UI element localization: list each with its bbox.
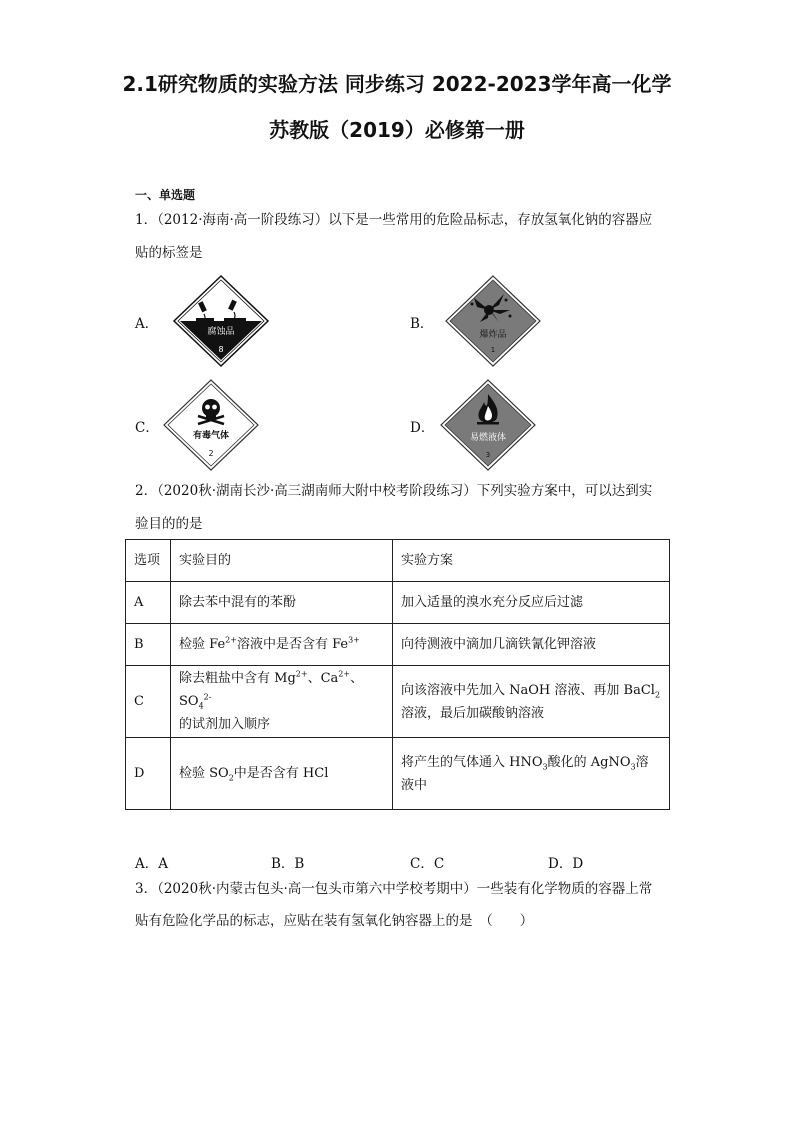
table-row: [126, 582, 670, 624]
sign-text: 腐蚀品: [207, 327, 235, 337]
page-title-line1: 2.1研究物质的实验方法 同步练习 2022-2023学年高一化学: [122, 72, 672, 96]
table-row: [126, 738, 670, 810]
table-row: [126, 666, 670, 738]
table-header-row: [126, 540, 670, 582]
sign-number: 8: [218, 345, 224, 354]
table-cell-option: A: [126, 582, 171, 624]
answer-option-c[interactable]: C．C: [410, 856, 445, 872]
option-a-corrosive-sign[interactable]: [172, 274, 270, 368]
table-cell-purpose: 检验 $SO_2$中是否含有 HCl: [171, 738, 393, 810]
sign-text: 有毒气体: [192, 431, 230, 441]
table-header-plan: 实验方案: [393, 540, 670, 582]
sign-number: 2: [208, 449, 214, 458]
option-c-toxic-gas-sign[interactable]: [162, 378, 260, 472]
table-header-option: 选项: [126, 540, 171, 582]
question-2-table: [125, 539, 670, 810]
question-2-stem-line1: 2．（2020秋·湖南长沙·高三湖南师大附中校考阶段练习）下列实验方案中，可以达到实: [135, 483, 653, 499]
option-c-label: C．: [135, 420, 159, 436]
table-cell-plan: 向该溶液中先加入 NaOH 溶液、再加 BaCl$_2$ 溶液，最后加碳酸钠溶液: [393, 666, 670, 738]
option-b-explosive-sign[interactable]: [444, 274, 542, 368]
table-cell-option: D: [126, 738, 171, 810]
answer-option-d[interactable]: D．D: [548, 856, 584, 872]
table-cell-option: B: [126, 624, 171, 666]
option-a-label: A．: [135, 316, 159, 332]
option-b-label: B．: [410, 316, 434, 332]
table-cell-plan: 将产生的气体通入 $HNO_3$酸化的 AgNO$_3$溶液中: [393, 738, 670, 810]
sign-number: 1: [490, 346, 496, 354]
answer-option-a[interactable]: A．A: [135, 856, 168, 872]
sign-text: 爆炸品: [479, 330, 507, 340]
question-3-stem-line2: 贴有危险化学品的标志，应贴在装有氢氧化钠容器上的是 （ ）: [135, 913, 534, 929]
table-cell-plan: 加入适量的溴水充分反应后过滤: [393, 582, 670, 624]
answer-option-b[interactable]: B．B: [271, 856, 305, 872]
table-cell-purpose: 除去苯中混有的苯酚: [171, 582, 393, 624]
table-cell-purpose: 检验 $Fe^{2+}$溶液中是否含有 $Fe^{3+}$: [171, 624, 393, 666]
table-header-purpose: 实验目的: [171, 540, 393, 582]
table-cell-option: C: [126, 666, 171, 738]
question-3-stem-line1: 3．（2020秋·内蒙古包头·高一包头市第六中学校考期中）一些装有化学物质的容器上常: [135, 881, 653, 897]
option-d-label: D．: [410, 420, 435, 436]
question-2-stem-line2: 验目的的是: [135, 516, 203, 532]
table-cell-plan: 向待测液中滴加几滴铁氰化钾溶液: [393, 624, 670, 666]
page-title-line2: 苏教版（2019）必修第一册: [269, 118, 525, 142]
table-row: [126, 624, 670, 666]
table-cell-purpose: 除去粗盐中含有 $Mg^{2+}$、$Ca^{2+}$、$SO_4^{2-}$ 的试剂加入顺序: [171, 666, 393, 738]
option-d-flammable-liquid-sign[interactable]: [439, 378, 537, 472]
sign-number: 3: [485, 451, 491, 459]
section-heading: 一、单选题: [135, 188, 196, 202]
question-1-stem-line2: 贴的标签是: [135, 245, 203, 261]
sign-text: 易燃液体: [469, 433, 507, 443]
question-1-stem-line1: 1．（2012·海南·高一阶段练习）以下是一些常用的危险品标志，存放氢氧化钠的容器应: [135, 212, 653, 228]
